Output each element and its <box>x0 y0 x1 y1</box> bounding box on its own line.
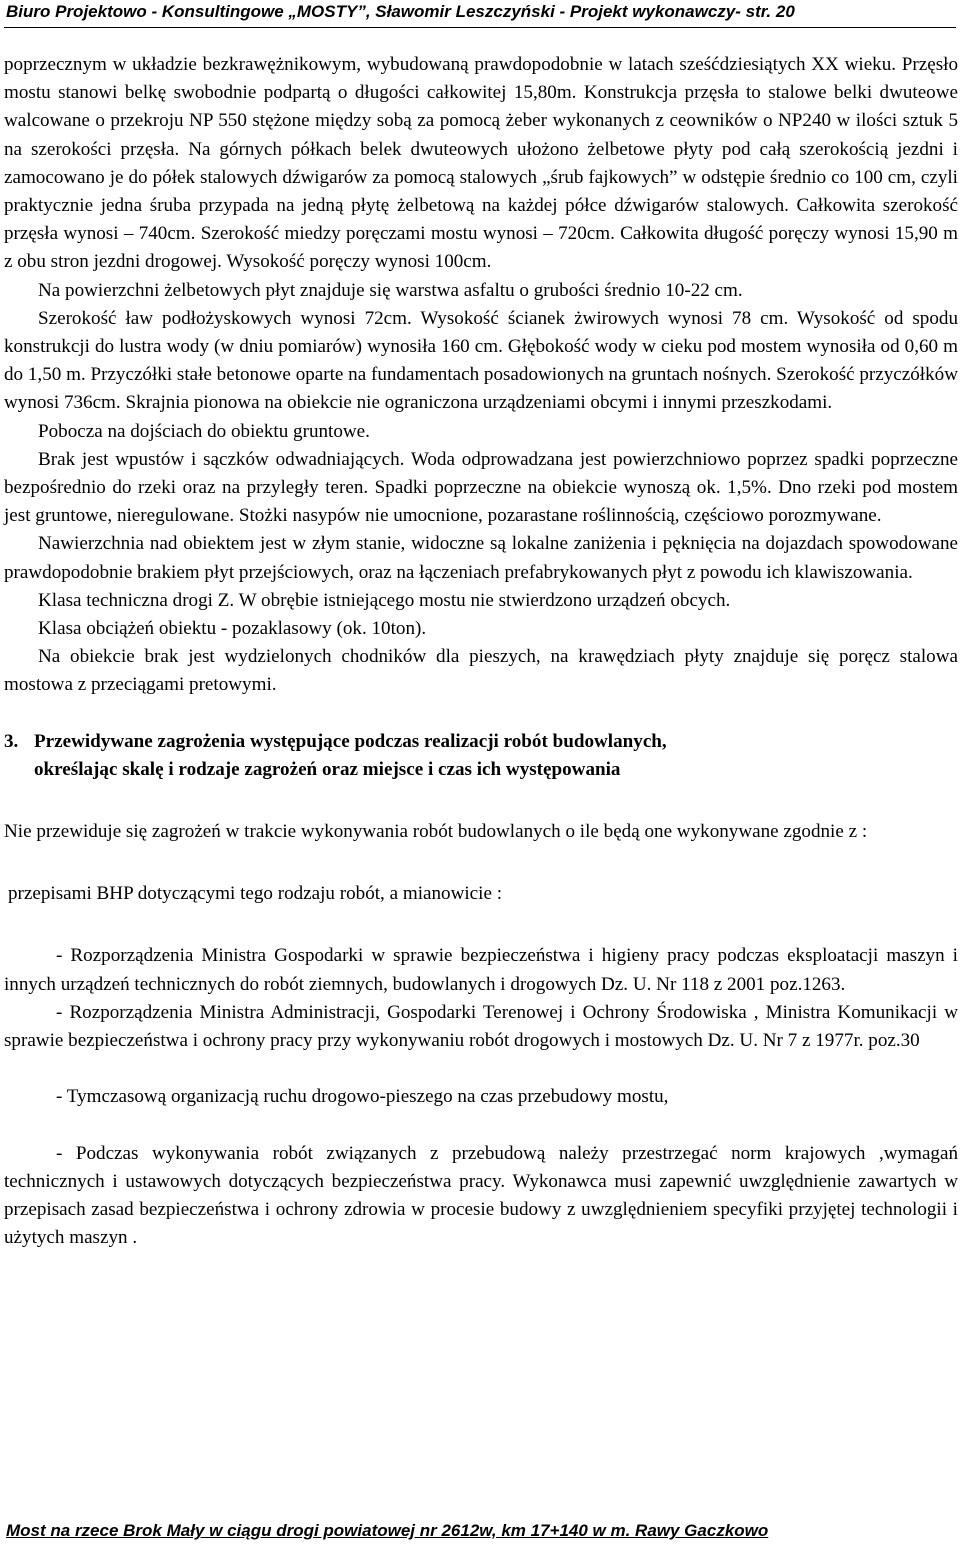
paragraph-road-class: Klasa techniczna drogi Z. W obrębie istniejącego mostu nie stwierdzono urządzeń obcych. <box>38 589 731 611</box>
header-divider <box>4 27 956 28</box>
paragraph-asphalt: Na powierzchni żelbetowych płyt znajduje się warstwa asfaltu o grubości średnio 10-22 cm. <box>38 279 743 301</box>
document-body <box>4 51 958 1252</box>
page-footer: Most na rzece Brok Mały w ciągu drogi powiatowej nr 2612w, km 17+140 w m. Rawy Gaczkowo <box>6 1521 769 1540</box>
paragraph-shoulders: Pobocza na dojściach do obiektu gruntowe. <box>38 420 370 442</box>
paragraph-bridge-structure: poprzecznym w układzie bezkrawężnikowym, wybudowaną prawdopodobnie w latach sześćdziesiątych XX wieku. Przęsło mostu stanowi belkę swobodnie podpartą o długości całkowitej 15,80m. Konstrukcja przęsła to stalowe belki dwuteowe walcowane o przekroju NP 550 stężone między sobą za pomocą żeber wykonanych z ceowników o NP240 w ilości sztuk 5 na szerokości przęsła. Na górnych półkach belek dwuteowych ułożono żelbetowe płyty pod całą szerokością jezdni i zamocowano je do półek stalowych dźwigarów za pomocą stalowych „śrub fajkowych” w odstępie średnio co 100 cm, czyli praktycznie jedna śruba przypada na jedną płytę żelbetową na każdej półce dźwigarów stalowych. Całkowita szerokość przęsła wynosi – 740cm. Szerokość miedzy poręczami mostu wynosi – 720cm. Całkowita długość poręczy wynosi 15,90 m z obu stron jezdni drogowej. Wysokość poręczy wynosi 100cm. <box>4 54 958 273</box>
paragraph-dimensions: Szerokość ław podłożyskowych wynosi 72cm. Wysokość ścianek żwirowych wynosi 78 cm. Wysokość od spodu konstrukcji do lustra wody (w dniu pomiarów) wynosiła 160 cm. Głębokość wody w cieku pod mostem wynosiła od 0,60 m do 1,50 m. Przyczółki stałe betonowe oparte na fundamentach posadowionych na gruntach nośnych. Szerokość przyczółków wynosi 736cm. Skrajnia pionowa na obiekcie nie ograniczona urządzeniami obcymi i innymi przeszkodami. <box>4 307 958 414</box>
paragraph-intro: Nie przewiduje się zagrożeń w trakcie wykonywania robót budowlanych o ile będą one wykonywane zgodnie z : <box>4 821 868 843</box>
list-item-safety: - Podczas wykonywania robót związanych z przebudową należy przestrzegać norm krajowych ,wymagań technicznych i ustawowych dotyczących bezpieczeństwa pracy. Wykonawca musi zapewnić uwzględnienie zawartych w przepisach zasad bezpieczeństwa i ochrony zdrowia w procesie budowy z uwzględnieniem specyfiki przyjętej technologii i użytych maszyn . <box>4 1142 958 1249</box>
list-item-regulation-1: - Rozporządzenia Ministra Gospodarki w sprawie bezpieczeństwa i higieny pracy podczas eksploatacji maszyn i innych urządzeń technicznych do robót ziemnych, budowlanych i drogowych Dz. U. Nr 118 z 2001 poz.1263. <box>4 945 958 995</box>
paragraph-pavement: Nawierzchnia nad obiektem jest w złym stanie, widoczne są lokalne zaniżenia i pęknięcia na dojazdach spowodowane prawdopodobnie brakiem płyt przejściowych, oraz na łączeniach prefabrykowanych płyt z powodu ich klawiszowania. <box>4 533 958 583</box>
page-header: Biuro Projektowo - Konsultingowe „MOSTY”, Sławomir Leszczyński - Projekt wykonawczy- str. 20 <box>6 2 795 21</box>
paragraph-load-class: Klasa obciążeń obiektu - pozaklasowy (ok. 10ton). <box>38 618 427 640</box>
paragraph-rules: przepisami BHP dotyczącymi tego rodzaju robót, a mianowicie : <box>8 883 502 905</box>
paragraph-sidewalks: Na obiekcie brak jest wydzielonych chodników dla pieszych, na krawędziach płyty znajduje się poręcz stalowa mostowa z przeciągami pretowymi. <box>4 646 958 696</box>
section-heading <box>4 728 958 784</box>
section-title-line2: określając skalę i rodzaje zagrożeń oraz miejsce i czas ich występowania <box>34 758 621 780</box>
list-item-regulation-2: - Rozporządzenia Ministra Administracji, Gospodarki Terenowej i Ochrony Środowiska , Ministra Komunikacji w sprawie bezpieczeństwa i ochrony pracy przy wykonywaniu robót drogowych i mostowych Dz. U. Nr 7 z 1977r. poz.30 <box>4 1001 958 1052</box>
list-item-traffic: - Tymczasową organizacją ruchu drogowo-pieszego na czas przebudowy mostu, <box>56 1086 669 1108</box>
section-title-line1: Przewidywane zagrożenia występujące podczas realizacji robót budowlanych, <box>34 730 667 752</box>
section-number: 3. <box>4 730 19 752</box>
paragraph-drainage: Brak jest wpustów i sączków odwadniających. Woda odprowadzana jest powierzchniowo poprzez spadki poprzeczne bezpośrednio do rzeki oraz na przyległy teren. Spadki poprzeczne na obiekcie wynoszą ok. 1,5%. Dno rzeki pod mostem jest gruntowe, nieregulowane. Stożki nasypów nie umocnione, pozarastane roślinnością, częściowo porozmywane. <box>4 448 958 527</box>
